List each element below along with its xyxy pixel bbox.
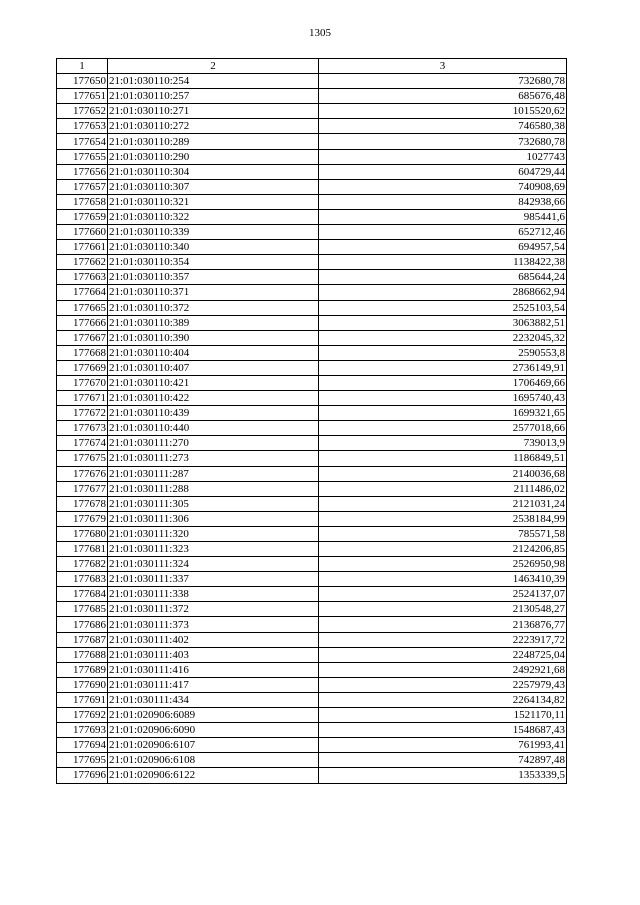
table-row (57, 587, 567, 602)
row-number-cell: 177676 (57, 466, 108, 481)
data-table (56, 58, 567, 784)
value-cell: 2538184,99 (319, 511, 567, 526)
table-row (57, 104, 567, 119)
row-number-cell: 177685 (57, 602, 108, 617)
cadastral-number-cell: 21:01:030110:389 (108, 315, 319, 330)
cadastral-number-cell: 21:01:030111:372 (108, 602, 319, 617)
cadastral-number-cell: 21:01:030110:340 (108, 240, 319, 255)
cadastral-number-cell: 21:01:030110:271 (108, 104, 319, 119)
table-row (57, 209, 567, 224)
cadastral-number-cell: 21:01:030110:254 (108, 74, 319, 89)
cadastral-number-cell: 21:01:030110:422 (108, 391, 319, 406)
cadastral-number-cell: 21:01:030110:390 (108, 330, 319, 345)
row-number-cell: 177671 (57, 391, 108, 406)
row-number-cell: 177664 (57, 285, 108, 300)
cadastral-number-cell: 21:01:030111:338 (108, 587, 319, 602)
value-cell: 2264134,82 (319, 692, 567, 707)
table-row (57, 134, 567, 149)
row-number-cell: 177670 (57, 375, 108, 390)
value-cell: 746580,38 (319, 119, 567, 134)
cadastral-number-cell: 21:01:030110:372 (108, 300, 319, 315)
value-cell: 2140036,68 (319, 466, 567, 481)
cadastral-number-cell: 21:01:030110:322 (108, 209, 319, 224)
value-cell: 2223917,72 (319, 632, 567, 647)
cadastral-number-cell: 21:01:030110:357 (108, 270, 319, 285)
row-number-cell: 177656 (57, 164, 108, 179)
column-header-1: 1 (57, 59, 108, 74)
table-row (57, 496, 567, 511)
row-number-cell: 177675 (57, 451, 108, 466)
row-number-cell: 177683 (57, 572, 108, 587)
table-row (57, 345, 567, 360)
row-number-cell: 177691 (57, 692, 108, 707)
value-cell: 2111486,02 (319, 481, 567, 496)
value-cell: 985441,6 (319, 209, 567, 224)
cadastral-number-cell: 21:01:030111:434 (108, 692, 319, 707)
table-row (57, 194, 567, 209)
cadastral-number-cell: 21:01:030111:306 (108, 511, 319, 526)
column-header-2: 2 (108, 59, 319, 74)
cadastral-number-cell: 21:01:030111:403 (108, 647, 319, 662)
value-cell: 2525103,54 (319, 300, 567, 315)
cadastral-number-cell: 21:01:030110:421 (108, 375, 319, 390)
cadastral-number-cell: 21:01:030110:289 (108, 134, 319, 149)
table-row (57, 149, 567, 164)
row-number-cell: 177689 (57, 662, 108, 677)
table-row (57, 557, 567, 572)
table-row (57, 511, 567, 526)
value-cell: 604729,44 (319, 164, 567, 179)
table-row (57, 164, 567, 179)
cadastral-number-cell: 21:01:020906:6107 (108, 738, 319, 753)
value-cell: 685676,48 (319, 89, 567, 104)
row-number-cell: 177695 (57, 753, 108, 768)
value-cell: 842938,66 (319, 194, 567, 209)
table-row (57, 768, 567, 783)
value-cell: 2526950,98 (319, 557, 567, 572)
cadastral-number-cell: 21:01:030110:407 (108, 360, 319, 375)
table-row (57, 74, 567, 89)
row-number-cell: 177652 (57, 104, 108, 119)
row-number-cell: 177694 (57, 738, 108, 753)
table-row (57, 662, 567, 677)
value-cell: 732680,78 (319, 134, 567, 149)
row-number-cell: 177690 (57, 677, 108, 692)
row-number-cell: 177651 (57, 89, 108, 104)
table-row (57, 466, 567, 481)
row-number-cell: 177669 (57, 360, 108, 375)
cadastral-number-cell: 21:01:030110:290 (108, 149, 319, 164)
cadastral-number-cell: 21:01:030111:402 (108, 632, 319, 647)
value-cell: 2868662,94 (319, 285, 567, 300)
table-row (57, 255, 567, 270)
table-row (57, 572, 567, 587)
table-row (57, 315, 567, 330)
table-row (57, 738, 567, 753)
value-cell: 742897,48 (319, 753, 567, 768)
value-cell: 2590553,8 (319, 345, 567, 360)
cadastral-number-cell: 21:01:030111:373 (108, 617, 319, 632)
cadastral-number-cell: 21:01:030111:288 (108, 481, 319, 496)
cadastral-number-cell: 21:01:030110:404 (108, 345, 319, 360)
table-row (57, 330, 567, 345)
row-number-cell: 177687 (57, 632, 108, 647)
row-number-cell: 177667 (57, 330, 108, 345)
cadastral-number-cell: 21:01:030110:304 (108, 164, 319, 179)
cadastral-number-cell: 21:01:030111:416 (108, 662, 319, 677)
value-cell: 2232045,32 (319, 330, 567, 345)
cadastral-number-cell: 21:01:030111:417 (108, 677, 319, 692)
value-cell: 685644,24 (319, 270, 567, 285)
row-number-cell: 177677 (57, 481, 108, 496)
cadastral-number-cell: 21:01:020906:6122 (108, 768, 319, 783)
page-number: 1305 (309, 27, 331, 39)
value-cell: 2121031,24 (319, 496, 567, 511)
row-number-cell: 177659 (57, 209, 108, 224)
table-row (57, 647, 567, 662)
row-number-cell: 177682 (57, 557, 108, 572)
value-cell: 1695740,43 (319, 391, 567, 406)
row-number-cell: 177672 (57, 406, 108, 421)
value-cell: 739013,9 (319, 436, 567, 451)
table-row (57, 602, 567, 617)
row-number-cell: 177696 (57, 768, 108, 783)
table-row (57, 225, 567, 240)
table-row (57, 285, 567, 300)
row-number-cell: 177680 (57, 526, 108, 541)
row-number-cell: 177693 (57, 723, 108, 738)
row-number-cell: 177692 (57, 708, 108, 723)
table-row (57, 240, 567, 255)
table-row (57, 542, 567, 557)
row-number-cell: 177684 (57, 587, 108, 602)
value-cell: 652712,46 (319, 225, 567, 240)
value-cell: 1521170,11 (319, 708, 567, 723)
cadastral-number-cell: 21:01:030110:440 (108, 421, 319, 436)
cadastral-number-cell: 21:01:030110:354 (108, 255, 319, 270)
value-cell: 761993,41 (319, 738, 567, 753)
table-row (57, 708, 567, 723)
table-row (57, 481, 567, 496)
row-number-cell: 177688 (57, 647, 108, 662)
cadastral-number-cell: 21:01:030111:324 (108, 557, 319, 572)
value-cell: 1706469,66 (319, 375, 567, 390)
cadastral-number-cell: 21:01:020906:6090 (108, 723, 319, 738)
value-cell: 1699321,65 (319, 406, 567, 421)
value-cell: 2524137,07 (319, 587, 567, 602)
value-cell: 2577018,66 (319, 421, 567, 436)
row-number-cell: 177673 (57, 421, 108, 436)
cadastral-number-cell: 21:01:030110:307 (108, 179, 319, 194)
row-number-cell: 177653 (57, 119, 108, 134)
header-row (57, 59, 567, 74)
value-cell: 2136876,77 (319, 617, 567, 632)
table-row (57, 526, 567, 541)
table-row (57, 723, 567, 738)
row-number-cell: 177663 (57, 270, 108, 285)
value-cell: 1548687,43 (319, 723, 567, 738)
table-row (57, 692, 567, 707)
cadastral-number-cell: 21:01:030110:371 (108, 285, 319, 300)
cadastral-number-cell: 21:01:020906:6089 (108, 708, 319, 723)
table-row (57, 677, 567, 692)
value-cell: 2124206,85 (319, 542, 567, 557)
cadastral-number-cell: 21:01:030110:321 (108, 194, 319, 209)
value-cell: 2130548,27 (319, 602, 567, 617)
value-cell: 3063882,51 (319, 315, 567, 330)
value-cell: 1015520,62 (319, 104, 567, 119)
cadastral-number-cell: 21:01:020906:6108 (108, 753, 319, 768)
table-row (57, 753, 567, 768)
table-row (57, 632, 567, 647)
value-cell: 694957,54 (319, 240, 567, 255)
value-cell: 2257979,43 (319, 677, 567, 692)
value-cell: 2492921,68 (319, 662, 567, 677)
table-row (57, 300, 567, 315)
table-row (57, 451, 567, 466)
row-number-cell: 177658 (57, 194, 108, 209)
table-row (57, 375, 567, 390)
row-number-cell: 177660 (57, 225, 108, 240)
row-number-cell: 177657 (57, 179, 108, 194)
table-row (57, 421, 567, 436)
row-number-cell: 177666 (57, 315, 108, 330)
value-cell: 2248725,04 (319, 647, 567, 662)
value-cell: 1186849,51 (319, 451, 567, 466)
cadastral-number-cell: 21:01:030111:305 (108, 496, 319, 511)
column-header-3: 3 (319, 59, 567, 74)
cadastral-number-cell: 21:01:030111:287 (108, 466, 319, 481)
cadastral-number-cell: 21:01:030110:439 (108, 406, 319, 421)
row-number-cell: 177681 (57, 542, 108, 557)
row-number-cell: 177668 (57, 345, 108, 360)
value-cell: 2736149,91 (319, 360, 567, 375)
value-cell: 732680,78 (319, 74, 567, 89)
table-row (57, 360, 567, 375)
table-row (57, 179, 567, 194)
row-number-cell: 177679 (57, 511, 108, 526)
row-number-cell: 177662 (57, 255, 108, 270)
cadastral-number-cell: 21:01:030111:337 (108, 572, 319, 587)
row-number-cell: 177686 (57, 617, 108, 632)
cadastral-number-cell: 21:01:030110:272 (108, 119, 319, 134)
row-number-cell: 177678 (57, 496, 108, 511)
row-number-cell: 177661 (57, 240, 108, 255)
value-cell: 785571,58 (319, 526, 567, 541)
table-row (57, 119, 567, 134)
cadastral-number-cell: 21:01:030111:320 (108, 526, 319, 541)
table-body (57, 74, 567, 783)
row-number-cell: 177654 (57, 134, 108, 149)
value-cell: 740908,69 (319, 179, 567, 194)
row-number-cell: 177655 (57, 149, 108, 164)
table-row (57, 89, 567, 104)
row-number-cell: 177674 (57, 436, 108, 451)
cadastral-number-cell: 21:01:030110:257 (108, 89, 319, 104)
table-row (57, 436, 567, 451)
cadastral-number-cell: 21:01:030111:270 (108, 436, 319, 451)
value-cell: 1138422,38 (319, 255, 567, 270)
value-cell: 1353339,5 (319, 768, 567, 783)
table-row (57, 406, 567, 421)
table-row (57, 270, 567, 285)
value-cell: 1463410,39 (319, 572, 567, 587)
cadastral-number-cell: 21:01:030111:273 (108, 451, 319, 466)
table-row (57, 391, 567, 406)
cadastral-number-cell: 21:01:030110:339 (108, 225, 319, 240)
row-number-cell: 177665 (57, 300, 108, 315)
cadastral-number-cell: 21:01:030111:323 (108, 542, 319, 557)
table-row (57, 617, 567, 632)
value-cell: 1027743 (319, 149, 567, 164)
row-number-cell: 177650 (57, 74, 108, 89)
